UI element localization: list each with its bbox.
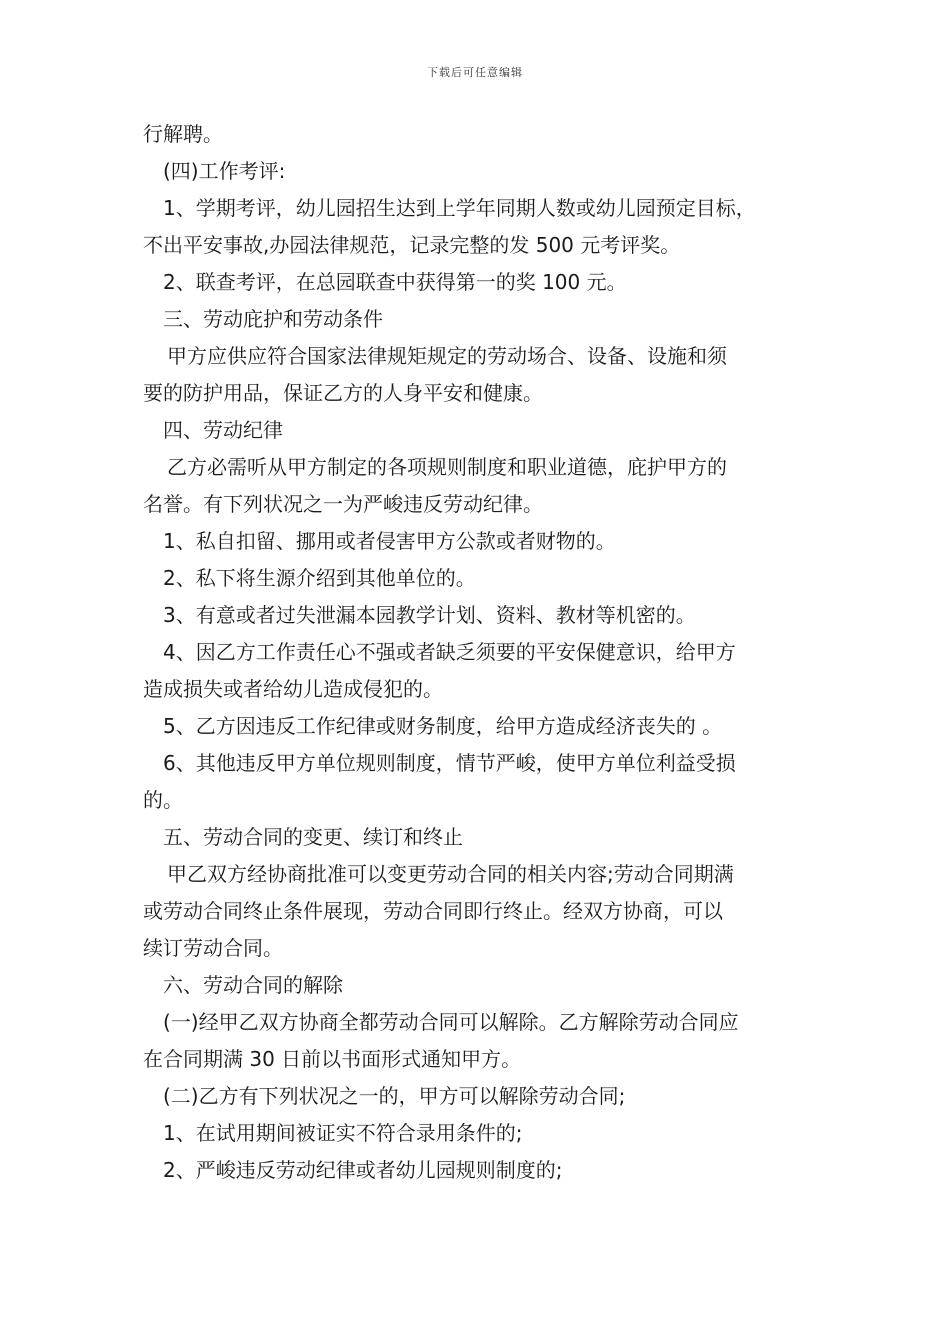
paragraph-line: 甲乙双方经协商批准可以变更劳动合同的相关内容;劳动合同期满 bbox=[167, 862, 734, 886]
paragraph-line: 的。 bbox=[143, 788, 183, 812]
paragraph-line: 六、劳动合同的解除 bbox=[163, 973, 343, 997]
paragraph-line: 不出平安事故,办园法律规范，记录完整的发 500 元考评奖。 bbox=[143, 233, 681, 257]
paragraph-line: 2、私下将生源介绍到其他单位的。 bbox=[163, 566, 476, 590]
paragraph-line: 三、劳动庇护和劳动条件 bbox=[163, 307, 383, 331]
paragraph-line: 四、劳动纪律 bbox=[163, 418, 283, 442]
paragraph-line: 甲方应供应符合国家法律规矩规定的劳动场合、设备、设施和须 bbox=[167, 344, 727, 368]
paragraph-line: 续订劳动合同。 bbox=[143, 936, 283, 960]
paragraph-line: 1、私自扣留、挪用或者侵害甲方公款或者财物的。 bbox=[163, 529, 616, 553]
paragraph-line: (二)乙方有下列状况之一的，甲方可以解除劳动合同; bbox=[163, 1084, 626, 1108]
paragraph-line: 4、因乙方工作责任心不强或者缺乏须要的平安保健意识，给甲方 bbox=[163, 640, 736, 664]
paragraph-line: 或劳动合同终止条件展现，劳动合同即行终止。经双方协商，可以 bbox=[143, 899, 723, 923]
paragraph-line: 五、劳动合同的变更、续订和终止 bbox=[163, 825, 463, 849]
paragraph-line: 2、联查考评，在总园联查中获得第一的奖 100 元。 bbox=[163, 270, 627, 294]
paragraph-line: 造成损失或者给幼儿造成侵犯的。 bbox=[143, 677, 443, 701]
paragraph-line: 5、乙方因违反工作纪律或财务制度，给甲方造成经济丧失的 。 bbox=[163, 714, 723, 738]
paragraph-line: 名誉。有下列状况之一为严峻违反劳动纪律。 bbox=[143, 492, 543, 516]
paragraph-line: 1、在试用期间被证实不符合录用条件的; bbox=[163, 1121, 523, 1145]
paragraph-line: 乙方必需听从甲方制定的各项规则制度和职业道德，庇护甲方的 bbox=[167, 455, 727, 479]
paragraph-line: 1、学期考评，幼儿园招生达到上学年同期人数或幼儿园预定目标， bbox=[163, 196, 756, 220]
paragraph-line: (四)工作考评: bbox=[163, 159, 286, 183]
page-header: 下载后可任意编辑 bbox=[427, 66, 523, 79]
paragraph-line: (一)经甲乙双方协商全都劳动合同可以解除。乙方解除劳动合同应 bbox=[163, 1010, 739, 1034]
paragraph-line: 3、有意或者过失泄漏本园教学计划、资料、教材等机密的。 bbox=[163, 603, 696, 627]
paragraph-line: 在合同期满 30 日前以书面形式通知甲方。 bbox=[143, 1047, 522, 1071]
paragraph-line: 2、严峻违反劳动纪律或者幼儿园规则制度的; bbox=[163, 1158, 563, 1182]
paragraph-line: 要的防护用品，保证乙方的人身平安和健康。 bbox=[143, 381, 543, 405]
paragraph-line: 行解聘。 bbox=[143, 122, 223, 146]
document-body bbox=[143, 116, 813, 1189]
paragraph-line: 6、其他违反甲方单位规则制度，情节严峻，使甲方单位利益受损 bbox=[163, 751, 736, 775]
